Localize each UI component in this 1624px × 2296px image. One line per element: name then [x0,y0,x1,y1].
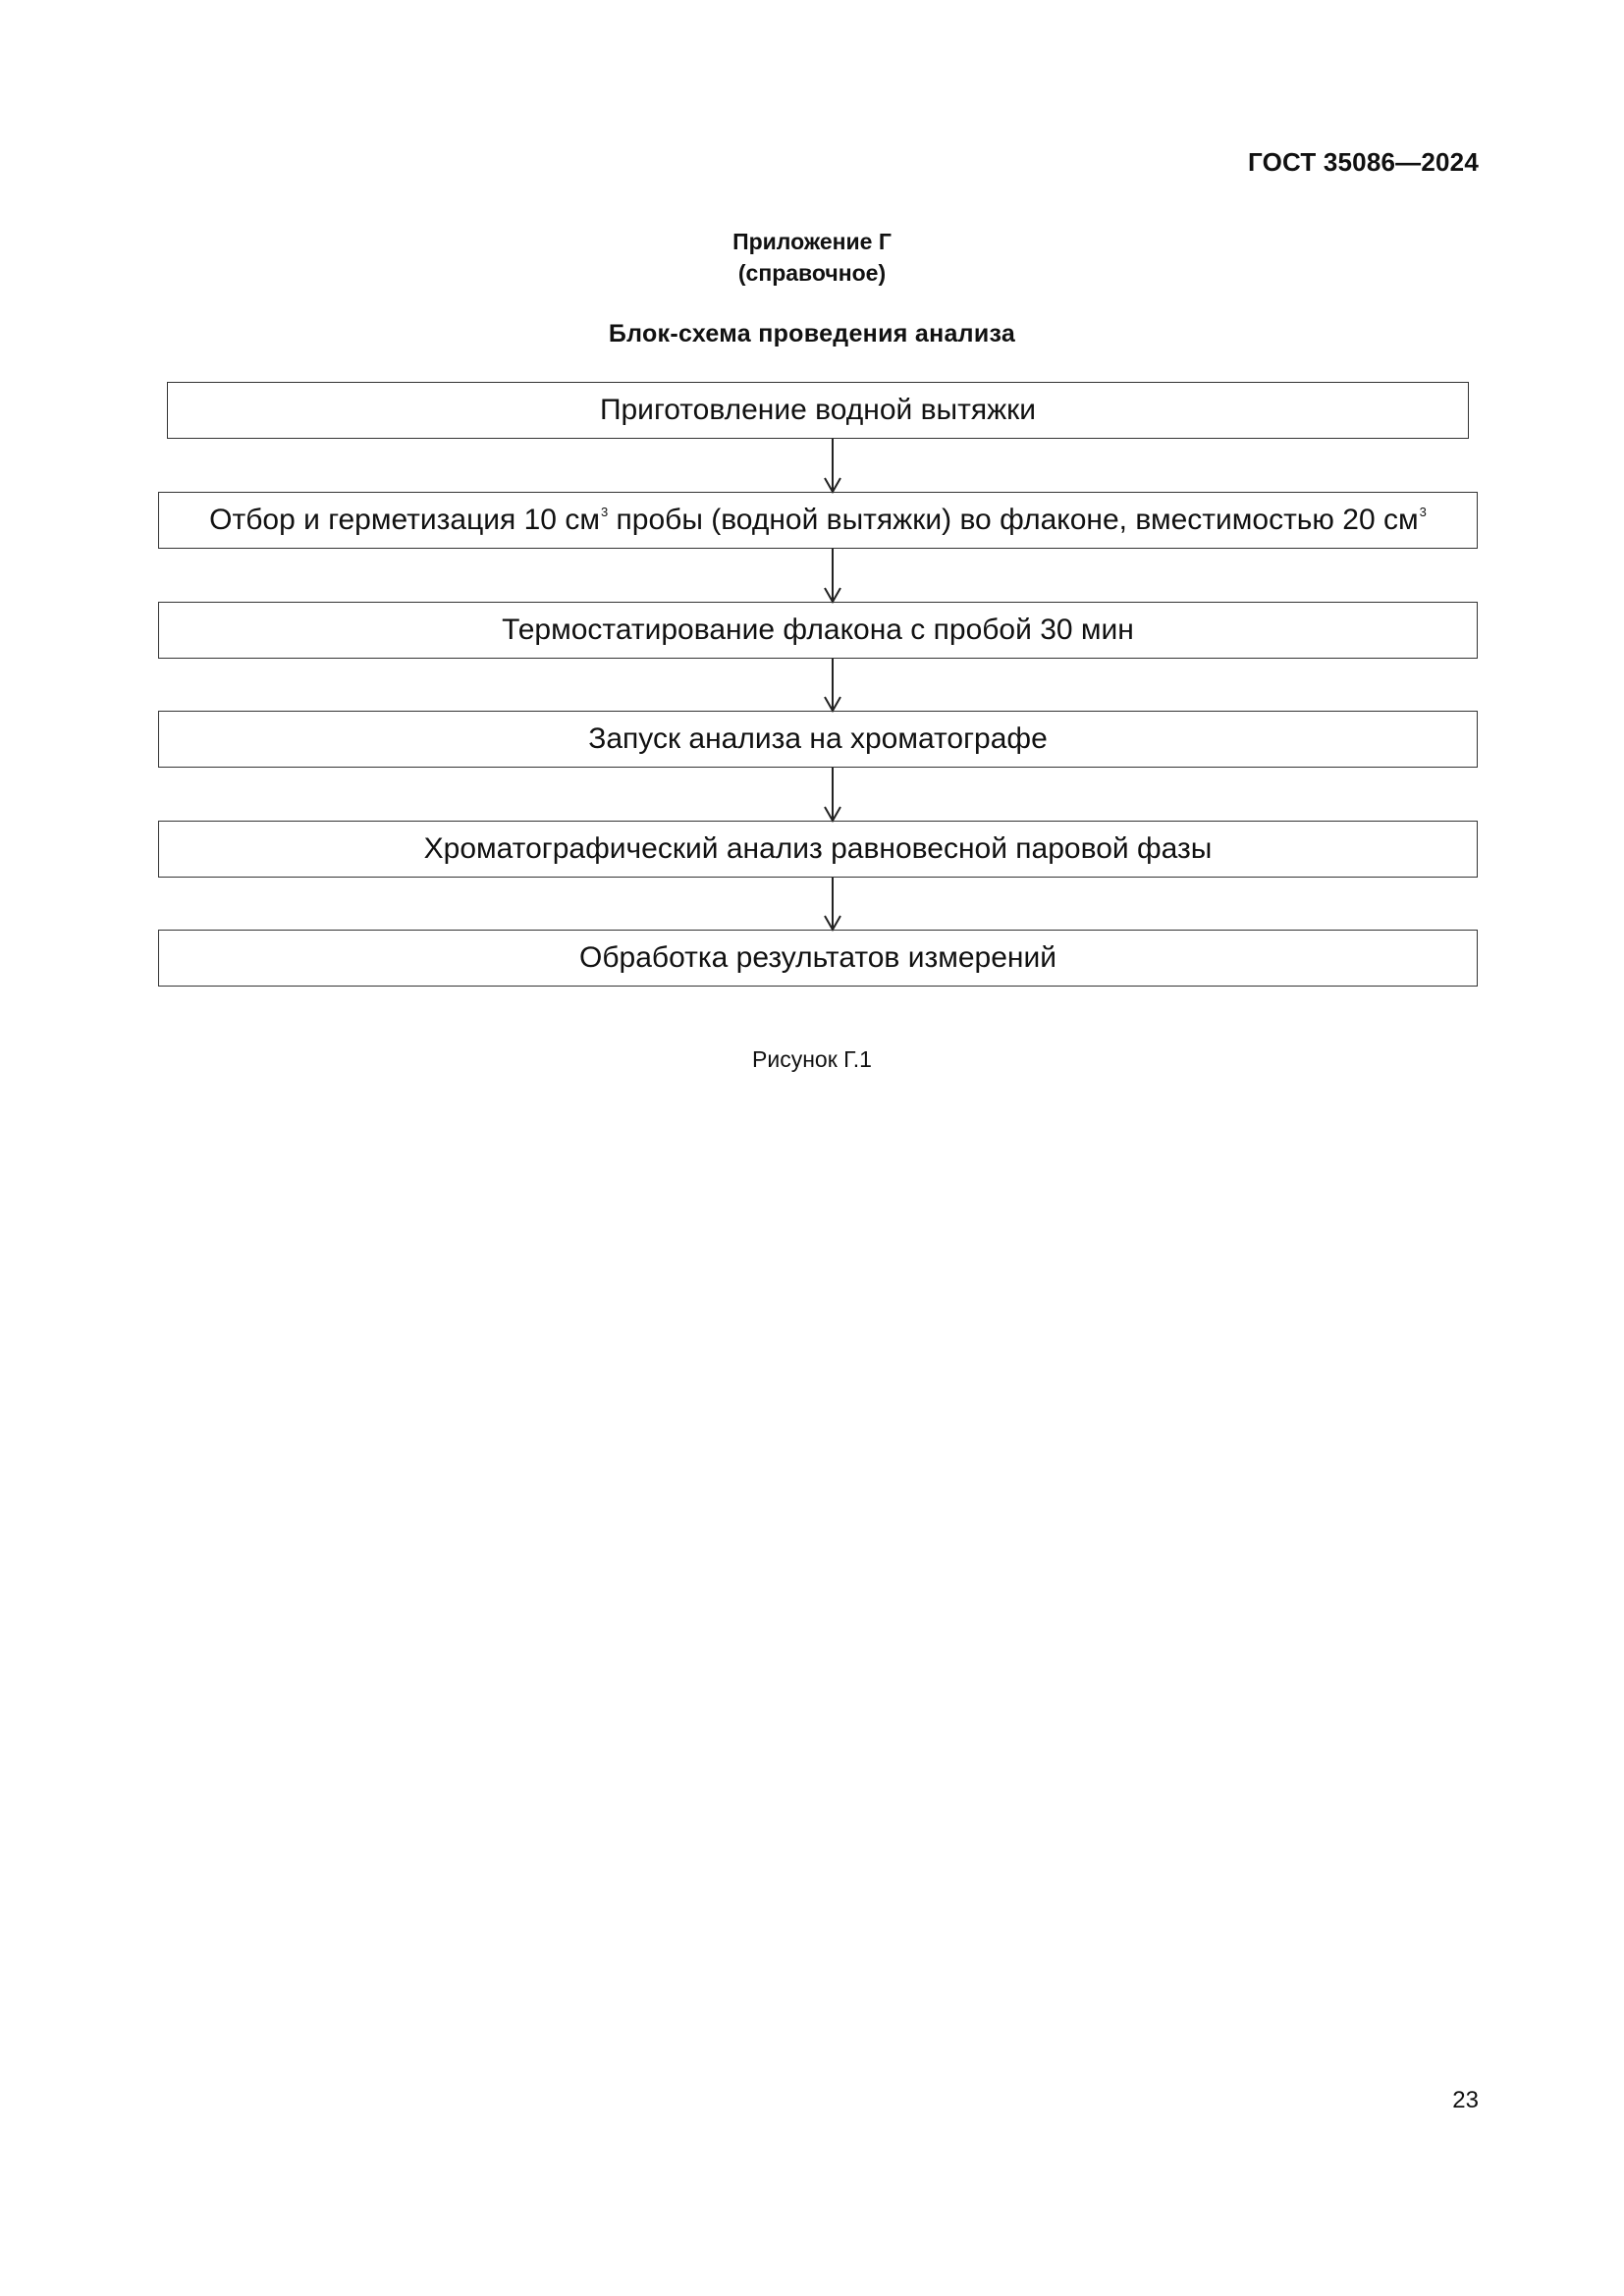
flow-connectors [0,0,1624,1080]
flow-step-3-text: Термостатирование флакона с пробой 30 мин [502,614,1134,646]
flow-arrow-1 [825,439,840,492]
flow-step-5-text: Хроматографический анализ равновесной паровой фазы [423,832,1213,865]
flow-step-6-text: Обработка результатов измерений [579,941,1056,974]
scheme-title: Блок-схема проведения анализа [608,320,1016,347]
appendix-subtitle: (справочное) [737,260,887,286]
flow-step-2-text: Отбор и герметизация 10 $см^3$ пробы (водной вытяжки) во флаконе, вместимостью 20 $см^3$ [209,504,1427,536]
flow-arrow-5 [825,878,840,930]
flow-step-1-text: Приготовление водной вытяжки [599,394,1037,426]
flow-arrow-4 [825,768,840,821]
standard-number: ГОСТ 35086—2024 [1248,147,1479,177]
flow-step-4-text: Запуск анализа на хроматографе [588,722,1048,755]
appendix-title: Приложение Г [732,229,892,254]
figure-caption: Рисунок Г.1 [752,1046,872,1072]
page-number: 23 [1452,2087,1479,2113]
flow-arrow-3 [825,659,840,711]
flow-arrow-2 [825,549,840,602]
